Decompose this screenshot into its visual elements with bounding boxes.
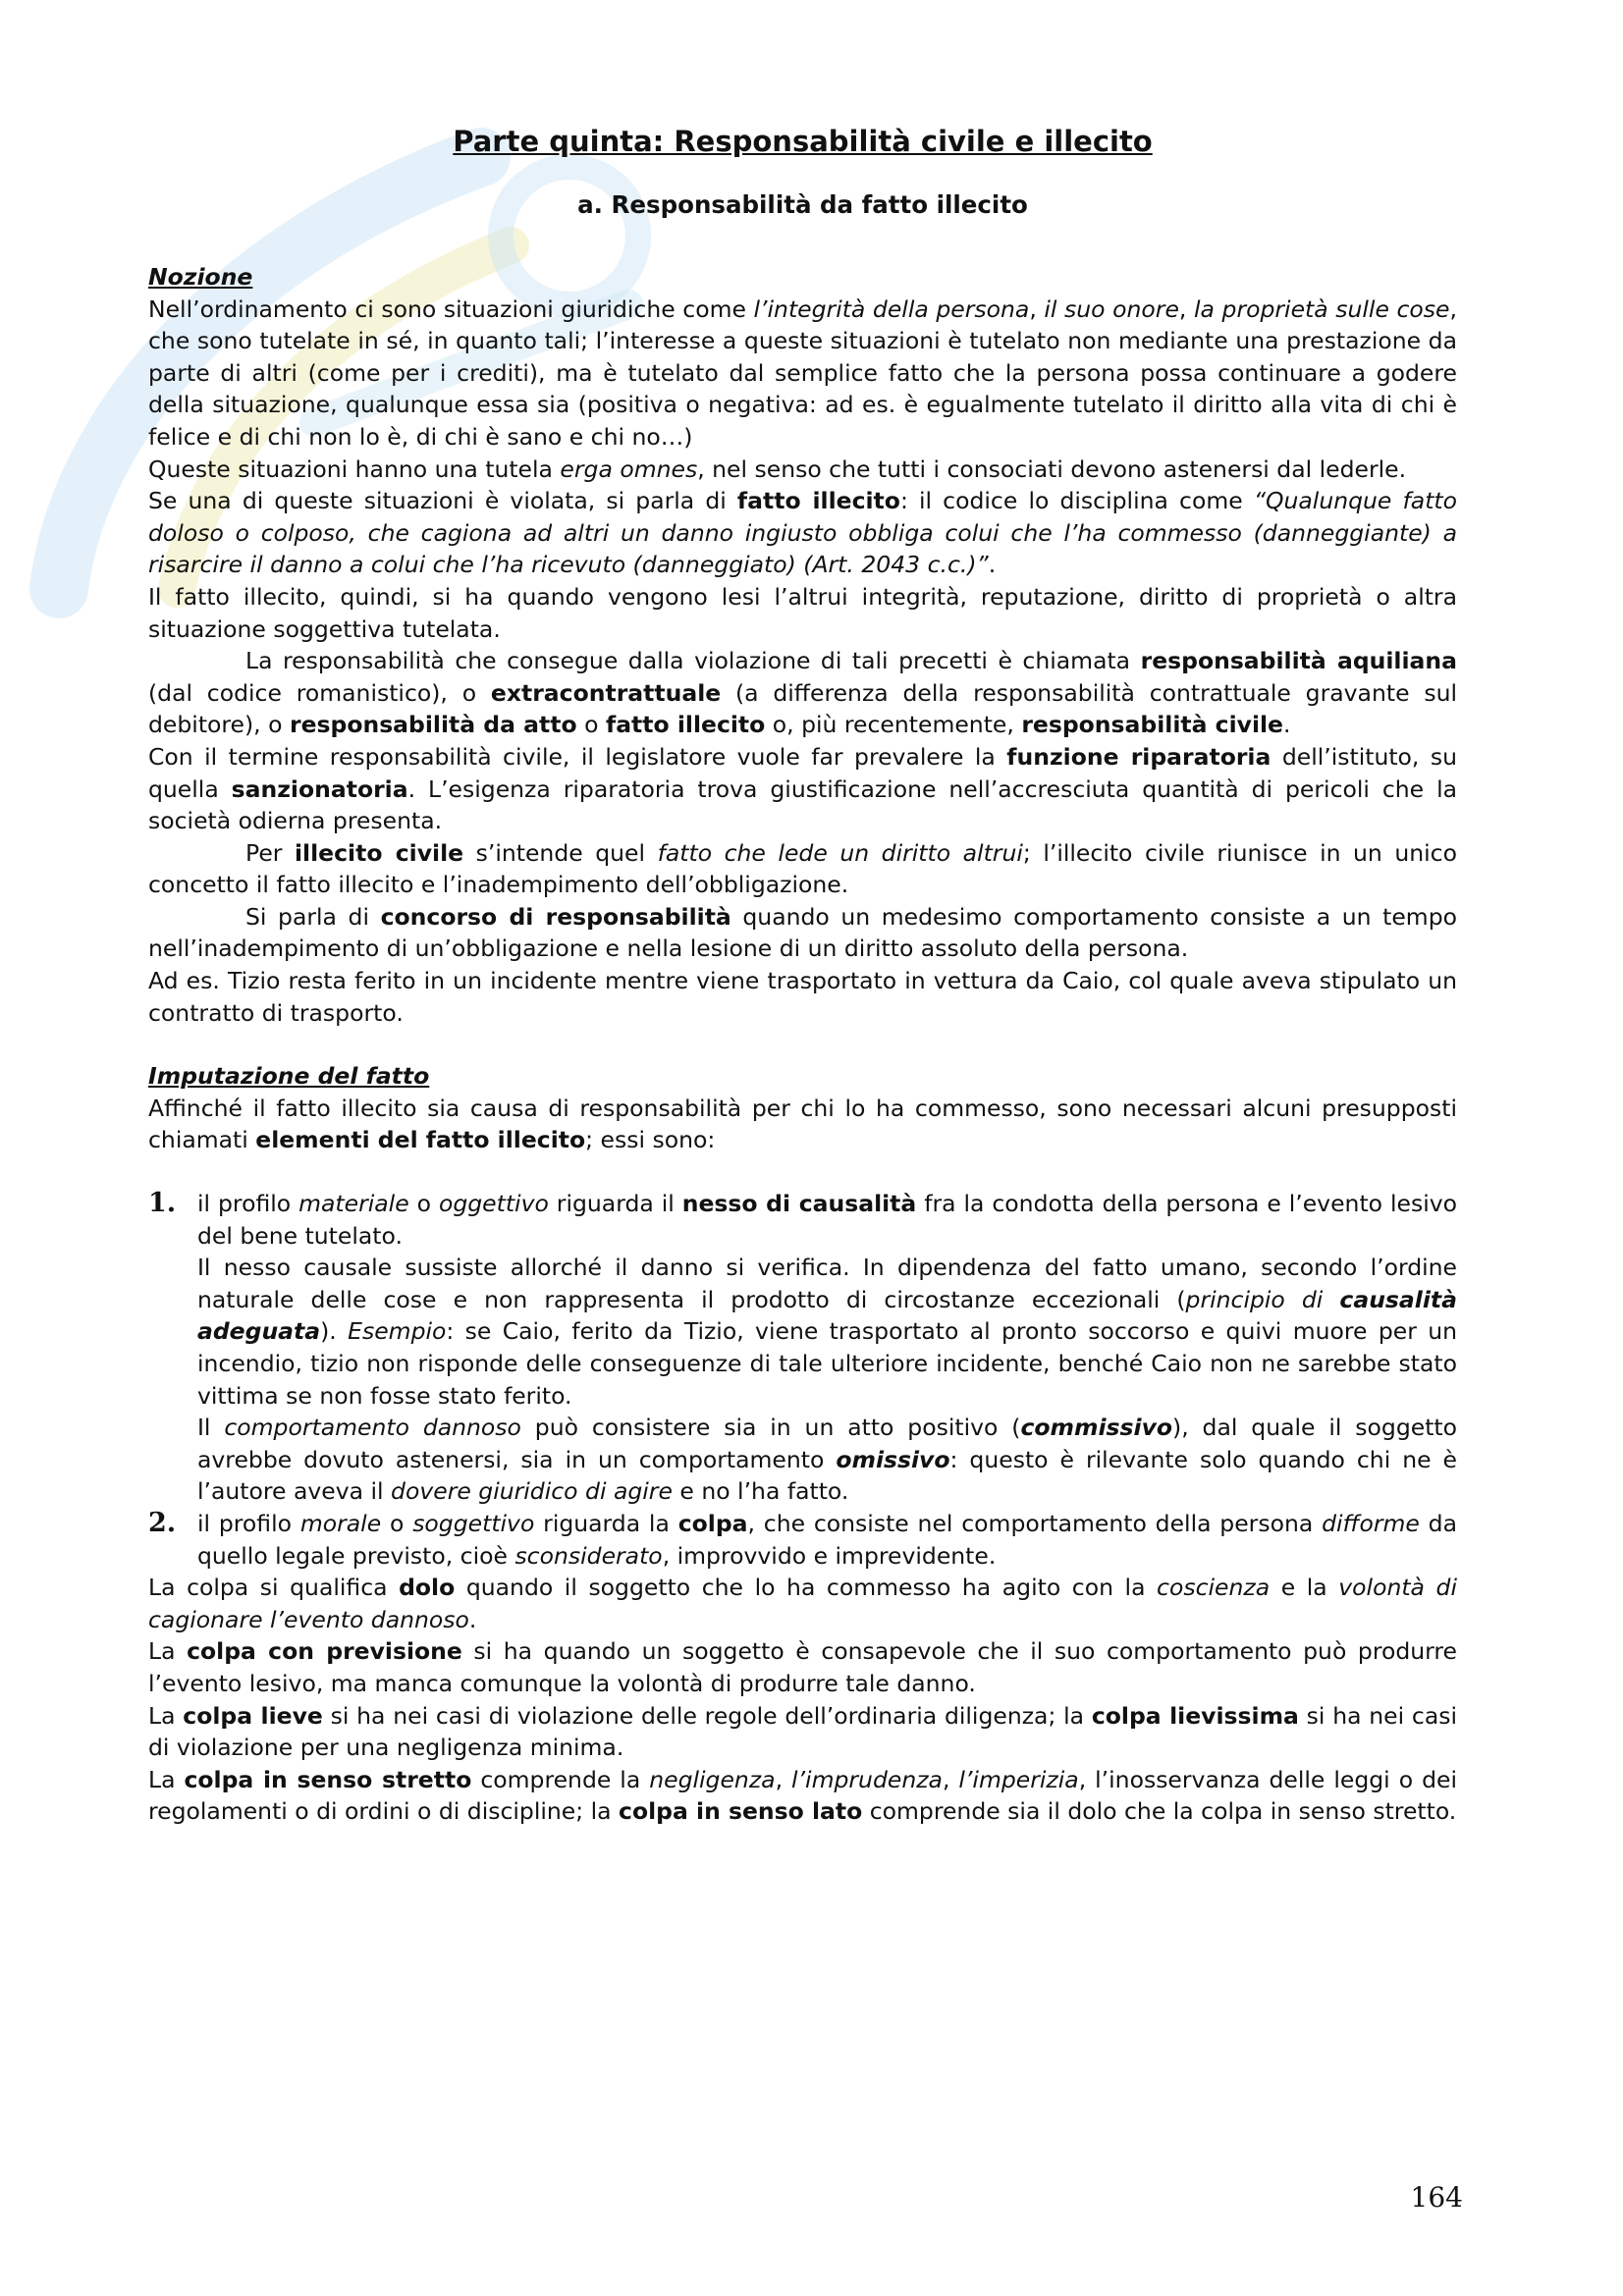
text-run: ), dal quale il soggetto avrebbe dovuto astenersi, sia in un comportamento [197,1414,1457,1473]
text-run: colpa in senso stretto [184,1765,472,1793]
text-run: responsabilità aquiliana [1140,647,1457,675]
text-run: concorso di responsabilità [380,902,731,931]
section-subtitle: a. Responsabilità da fatto illecito [577,190,1028,219]
text-run: materiale [298,1190,409,1218]
text-run: si ha nei casi di violazione per una negligenza minima. [148,1701,1458,1762]
text-run: ; l’illecito civile riunisce in un unico concetto il fatto illecito e l’inadempimento dell’obbligazione. [148,838,1457,899]
text-run: il suo onore [1044,294,1179,323]
text-run: riguarda la [534,1509,678,1537]
paragraph [148,741,1457,837]
paragraph [148,454,1457,486]
page-number: 164 [1410,2181,1463,2214]
text-run: quando il soggetto che lo ha commesso ha agito con la [455,1574,1158,1602]
paragraph: Il fatto illecito, quindi, si ha quando vengono lesi l’altrui integrità, reputazione, diritto di proprietà o altra situazione soggettiva tutelata. [148,582,1457,643]
text-run: Per [245,838,295,867]
text-run: o, più recentemente, [765,711,1022,739]
text-run: erga omnes [560,454,698,483]
text-run: Il [197,1414,225,1442]
text-run: coscienza [1157,1574,1271,1602]
text-run: volontà di cagionare l’evento dannoso [148,1574,1457,1633]
text-run: colpa con previsione [187,1637,462,1666]
text-run: o [576,711,606,739]
paragraph [148,1093,1457,1156]
text-run: colpa [677,1509,748,1537]
paragraph [148,1635,1457,1699]
text-run: Con il termine responsabilità civile, il legislatore vuole far prevalere la [148,742,1007,771]
section-imputazione [148,1060,1457,1828]
text-run: extracontrattuale [490,678,722,707]
text-run: sconsiderato [514,1541,663,1570]
text-run: . L’esigenza riparatoria trova giustificazione nell’accresciuta quantità di pericoli che la società odierna presenta. [148,774,1457,835]
text-run: il profilo [197,1190,299,1218]
text-run: colpa in senso lato [619,1797,863,1826]
text-run: e la [1270,1574,1339,1602]
text-run: fra la condotta della persona e l’evento lesivo del bene tutelato. [197,1190,1458,1250]
text-run: . [468,1605,477,1633]
text-run: Queste situazioni hanno una tutela [148,454,561,483]
text-run: sanzionatoria [231,774,408,803]
paragraph [148,294,1457,454]
text-run: . [1283,711,1291,739]
text-run: causalità adeguata [197,1285,1457,1346]
text-run: responsabilità civile [1021,711,1283,739]
text-run [1020,1414,1172,1441]
text-run: la proprietà sulle cose [1194,294,1450,323]
text-run: Affinché il fatto illecito sia causa di responsabilità per chi lo ha commesso, sono necessari alcuni presupposti chiamati [148,1094,1457,1154]
text-run: l’imperizia [958,1765,1079,1793]
text-run: , [942,1765,959,1793]
text-run: La [148,1701,184,1730]
text-run: illecito civile [295,838,464,867]
text-run: La responsabilità che consegue dalla violazione di tali precetti è chiamata [245,647,1141,675]
text-run [836,1446,949,1473]
text-run: e no l’ha fatto. [672,1477,849,1506]
text-run: colpa lievissima [1091,1701,1299,1730]
text-run: omissivo [836,1445,950,1473]
text-run: dell’istituto, su quella [148,742,1457,803]
text-run: comportamento dannoso [224,1414,521,1442]
text-run: quando un medesimo comportamento consiste a un tempo nell’inadempimento di un’obbligazione e nella lesione di un diritto assoluto della persona. [148,902,1457,963]
text-run: dolo [399,1574,456,1602]
text-run: (dal codice romanistico), o [148,678,491,707]
text-run: , [1029,294,1045,323]
text-run: La [148,1637,188,1666]
paragraph [148,1764,1457,1828]
text-run: , [1178,294,1194,323]
paragraph [148,1572,1457,1635]
text-run: elementi del fatto illecito [255,1126,586,1154]
text-run: Esempio [348,1317,447,1346]
text-run: La colpa si qualifica [148,1574,400,1602]
text-run: : questo è rilevante solo quando chi ne è l’autore aveva il [197,1445,1458,1506]
text-run: dovere giuridico di agire [391,1477,673,1506]
text-run: La [148,1765,185,1793]
text-run: funzione riparatoria [1006,742,1271,771]
text-run: si ha nei casi di violazione delle regole dell’ordinaria diligenza; la [322,1701,1092,1730]
paragraph [197,1412,1457,1508]
text-run: fatto che lede un diritto altrui [657,838,1023,867]
text-run: fatto illecito [736,487,900,515]
text-run: commissivo [1020,1414,1173,1442]
paragraph [148,901,1457,965]
text-run: , l’inosservanza delle leggi o dei regolamenti o di ordini o di discipline; la [148,1765,1457,1826]
text-run: comprende sia il dolo che la colpa in senso stretto. [862,1797,1457,1826]
text-run: comprende la [471,1765,650,1793]
text-run: : se Caio, ferito da Tizio, viene trasportato al pronto soccorso e quivi muore per un incendio, tizio non risponde delle conseguenze di tale ulteriore incidente, benché Caio non ne sarebbe stato vittima se non fosse stato ferito. [197,1317,1457,1410]
text-run: da quello legale previsto, cioè [197,1509,1458,1570]
text-run: “Qualunque fatto doloso o colposo, che cagiona ad altri un danno ingiusto obbliga colui che l’ha commesso (danneggiante) a risarcire il danno a colui che l’ha ricevuto (danneggiato) (Art. 2043 c.c.)” [148,487,1457,579]
text-run: . [988,551,997,579]
text-run: , nel senso che tutti i consociati devono astenersi dal lederle. [697,454,1407,483]
text-run: Il nesso causale sussiste allorché il danno si verifica. In dipendenza del fatto umano, secondo l’ordine naturale delle cose e non rappresenta il prodotto di circostanze eccezionali ( [197,1254,1457,1313]
heading-nozione: Nozione [148,263,253,291]
text-run: , improvvido e imprevidente. [662,1541,997,1570]
text-run: fatto illecito [605,711,766,739]
text-run: colpa lieve [183,1701,323,1730]
text-run: l’integrità della persona [753,294,1030,323]
paragraph [148,1700,1457,1764]
list-item-2 [148,1508,1457,1572]
paragraph: Ad es. Tizio resta ferito in un incidente mentre viene trasportato in vettura da Caio, col quale aveva stipulato un contratto di trasporto. [148,967,1457,1027]
text-run: nesso di causalità [681,1190,917,1218]
paragraph [148,645,1457,741]
text-run: ; essi sono: [585,1126,716,1154]
paragraph [148,837,1457,901]
text-run: : il codice lo disciplina come [899,487,1254,515]
list-number: 1. [148,1188,177,1219]
page-title: Parte quinta: Responsabilità civile e illecito [453,125,1153,158]
list-item-1 [148,1188,1457,1508]
text-run: s’intende quel [463,838,658,867]
document-content [148,122,1457,1828]
text-run: o [408,1190,439,1218]
paragraph [197,1508,1457,1572]
text-run: negligenza [649,1765,776,1793]
paragraph [148,485,1457,581]
text-run: ). [320,1317,349,1346]
paragraph [197,1188,1457,1252]
text-run: oggettivo [438,1190,549,1218]
text-run: riguarda il [548,1190,682,1218]
text-run: si ha quando un soggetto è consapevole che il suo comportamento può produrre l’evento lesivo, ma manca comunque la volontà di produrre tale danno. [148,1637,1458,1697]
text-run: Nell’ordinamento ci sono situazioni giuridiche come [148,294,754,323]
text-run: responsabilità da atto [289,711,577,739]
paragraph [197,1252,1457,1412]
text-run: morale [299,1509,382,1537]
text-run: (a differenza della responsabilità contrattuale gravante sul debitore), o [148,678,1457,739]
text-run: , che sono tutelate in sé, in quanto tali; l’interesse a queste situazioni è tutelato non mediante una prestazione da parte di altri (come per i crediti), ma è tutelato dal semplice fatto che la persona possa continuare a godere della situazione, qualunque essa sia (positiva o negativa: ad es. è egualmente tutelato il diritto alla vita di chi è felice e di chi non lo è, di chi è sano e chi no…) [148,294,1457,451]
text-run: soggettivo [412,1509,535,1537]
text-run: principio di [1185,1285,1340,1313]
list-number: 2. [148,1507,177,1538]
text-run: Si parla di [245,902,381,931]
text-run: difforme [1322,1509,1420,1537]
text-run: l’imprudenza [791,1765,943,1793]
text-run: o [381,1509,413,1537]
text-run: il profilo [197,1509,300,1537]
text-run: , che consiste nel comportamento della persona [747,1509,1323,1537]
text-run: Se una di queste situazioni è violata, si parla di [148,487,737,515]
text-run: , [775,1765,792,1793]
text-run: può consistere sia in un atto positivo ( [520,1414,1021,1442]
section-nozione [148,261,1457,1029]
heading-imputazione: Imputazione del fatto [148,1062,430,1091]
